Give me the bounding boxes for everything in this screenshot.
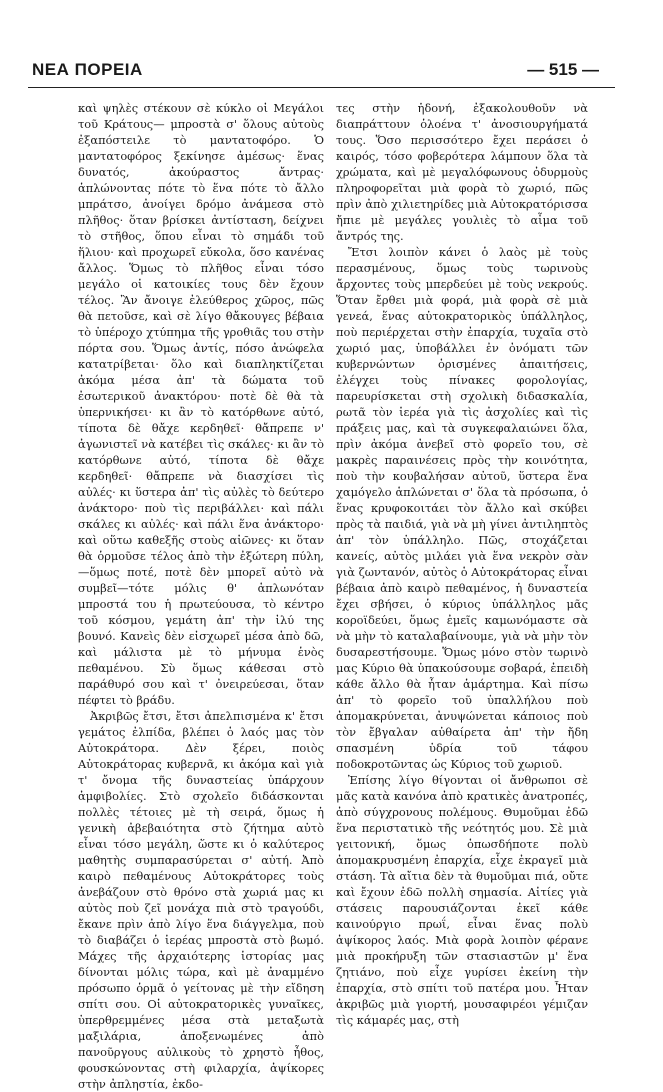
- right-column: [336, 100, 588, 1028]
- page-header: [0, 0, 663, 90]
- paragraph: τες στὴν ἡδονή, ἐξακολουθοῦν νὰ διαπράττουν ὁλοένα τ' ἀνοσιουργήματά τους. Ὅσο περισσότερο ἔχει περάσει ὁ καιρός, τόσο φοβερότερα λάμπουν ὅλα τὰ χρώματα, καὶ μὲ μεγαλόφωνους ὀδυρμοὺς πληροφορεῖται μιὰ φορὰ τὸ χωριό, πῶς πρὶν ἀπὸ χιλιετηρίδες μιὰ Αὐτοκρατόρισσα ἤπιε μὲ μεγάλες γουλιὲς τὸ αἷμα τοῦ ἄντρός της.: [336, 101, 588, 243]
- paragraph: Ἔτσι λοιπὸν κάνει ὁ λαὸς μὲ τοὺς περασμένους, ὅμως τοὺς τωρινοὺς ἄρχοντες τοὺς μπερδεύει μὲ τοὺς νεκρούς. Ὅταν ἔρθει μιὰ φορά, μιὰ φορὰ σὲ μιὰ γενεά, ἕνας αὐτοκρατορικὸς ὑπάλληλος, ποὺ περιέρχεται στὴν ἐπαρχία, τυχαῖα στὸ χωριό μας, ὑποβάλλει ἐν ὀνόματι τῶν κυβερνώντων ὁρισμένες ἀπαιτήσεις, ἐλέγχει τοὺς πίνακες φορολογίας, παρευρίσκεται στὴ σχολικὴ διδασκαλία, ρωτᾶ τὸν ἱερέα γιὰ τὶς ἀσχολίες καὶ τὶς πράξεις μας, καὶ τὰ συγκεφαλαιώνει ὅλα, πρὶν ἀκόμα ἀνεβεῖ στὸ φορεῖο του, σὲ μακρὲς παραινέσεις πρὸς τὴν κοινότητα, ποὺ τὴν κουβαλήσαν αὐτοῦ, ὕστερα ἕνα χαμόγελο ἁπλώνεται σ' ὅλα τὰ πρόσωπα, ὁ ἕνας κρυφοκοιτάει τὸν ἄλλο καὶ σκύβει πρὸς τὰ παιδιά, γιὰ νὰ μὴ γίνει ἀντιληπτὸς ἀπ' τὸν ὑπάλληλο. Πῶς, στοχάζεται κανείς, αὐτὸς μιλάει γιὰ ἕνα νεκρὸν σὰν γιὰ ζωντανόν, αὐτὸς ὁ Αὐτοκράτορας εἶναι βέβαια ἀπὸ καιρὸ πεθαμένος, ἡ δυναστεία ἔχει σβήσει, ὁ κύριος ὑπάλληλος μᾶς κοροϊδεύει, ὅμως ἐμεῖς καμωνόμαστε σὰ νὰ μὴν τὸ καταλαβαίνουμε, γιὰ νὰ μὴν τὸν δυσαρεστήσουμε. Ὅμως μόνο στὸν τωρινὸ μας Κύριο θὰ ὑπακούσουμε σοβαρά, ἐπειδὴ κάθε ἄλλο θὰ ἦταν ἁμάρτημα. Καὶ πίσω ἀπ' τὸ φορεῖο τοῦ ὑπαλλήλου ποὺ ἀπομακρύνεται, ἀνυψώνεται κάποιος ποὺ τὸν ἔβγαλαν αὐθαίρετα ἀπ' τὴν ἤδη σπασμένη ὑδρία τοῦ τάφου ποδοκροτῶντας ὡς Κύριος τοῦ χωριοῦ.: [336, 245, 588, 771]
- paragraph: Ἐπίσης λίγο θίγονται οἱ ἄνθρωποι σὲ μᾶς κατὰ κανόνα ἀπὸ κρατικὲς ἀνατροπές, ἀπὸ σύγχρονους πολέμους. Θυμοῦμαι ἐδῶ ἕνα περιστατικὸ τῆς νεότητός μου. Σὲ μιὰ γειτονική, ὅμως ὁπωσδήποτε πολὺ ἀπομακρυσμένη ἐπαρχία, εἶχε ἐκραγεῖ μιὰ στάση. Τὰ αἴτια δὲν τὰ θυμοῦμαι πιά, οὔτε καὶ ἔχουν ἐδῶ πολλὴ σημασία. Αἰτίες γιὰ στάσεις παρουσιάζονται ἐκεῖ κάθε καινούργιο πρωΐ, εἶναι ἕνας πολὺ ἀψίκορος λαός. Μιὰ φορὰ λοιπὸν φέρανε μιὰ προκήρυξη τῶν στασιαστῶν μ' ἕνα ζητιάνο, ποὺ εἶχε γυρίσει ἐκείνη τὴν ἐπαρχία, στὸ σπίτι τοῦ πατέρα μου. Ἦταν ἀκριβῶς μιὰ γιορτή, μουσαφιρέοι γέμιζαν τὶς κάμαρές μας, στὴ: [336, 773, 588, 1027]
- page-number: — 515 —: [527, 60, 599, 79]
- paragraph: καὶ ψηλὲς στέκουν σὲ κύκλο οἱ Μεγάλοι τοῦ Κράτους— μπροστὰ σ' ὅλους αὐτοὺς ἐξαπόστειλε τὸ μαντατοφόρο. Ὁ μαντατοφόρος ξεκίνησε ἀμέσως· ἕνας δυνατός, ἀκούραστος ἄντρας· ἁπλώνοντας πότε τὸ ἕνα πότε τὸ ἄλλο μπράτσο, ἀνοίγει δρόμο ἀνάμεσα στὸ πλῆθος· ὅταν βρίσκει ἀντίσταση, δείχνει τὸ στῆθος, ὅπου εἶναι τὸ σημάδι τοῦ ἥλιου· καὶ προχωρεῖ εὔκολα, ὅσο κανένας ἄλλος. Ὅμως τὸ πλῆθος εἶναι τόσο μεγάλο οἱ κατοικίες τους δὲν ἔχουν τέλος. Ἂν ἄνοιγε ἐλεύθερος χῶρος, πῶς θὰ πετοῦσε, καὶ σὲ λίγο θἄκουγες βέβαια τὸ ὑπέροχο χτύπημα τῆς γροθιᾶς του στὴν πόρτα σου. Ὅμως ἀντίς, πόσο ἀνώφελα κατατρίβεται· ὅλο καὶ διαπληκτίζεται ἀκόμα μέσα ἀπ' τὰ δώματα τοῦ ἐσωτερικοῦ ἀνακτόρου· ποτὲ δὲ θὰ τὰ ὑπερνικήσει· κι ἂν τὸ κατόρθωνε αὐτό, τίποτα δὲ θἄχε κερδηθεῖ· θἄπρεπε ν' ἀγωνιστεῖ νὰ κατέβει τὶς σκάλες· κι ἂν τὸ κατόρθωνε αὐτό, τίποτα δὲ θἄχε κερδηθεῖ· θἄπρεπε νὰ διασχίσει τὶς αὐλές· κι ὕστερα ἀπ' τὶς αὐλὲς τὸ δεύτερο ἀνάκτορο· ποὺ τὶς περιβάλλει· καὶ πάλι σκάλες κι αὐλές· καὶ πάλι ἕνα ἀνάκτορο· καὶ οὕτω καθεξῆς στοὺς αἰῶνες· κι ὅταν θὰ ὁρμοῦσε τέλος ἀπὸ τὴν ἐξώτερη πύλη, —ὅμως ποτέ, ποτὲ δὲν μπορεῖ αὐτὸ νὰ συμβεῖ—τότε μόλις θ' ἁπλωνόταν μπροστά του ἡ πρωτεύουσα, τὸ κέντρο τοῦ κόσμου, γεμάτη ἀπ' τὴν ἰλύ της βουνό. Κανεὶς δὲν εἰσχωρεῖ μέσα ἀπὸ δῶ, καὶ μάλιστα μὲ τὸ μήνυμα ἑνὸς πεθαμένου. Σὺ ὅμως κάθεσαι στὸ παράθυρό σου καὶ τ' ὀνειρεύεσαι, ὅταν πέφτει τὸ βράδυ.: [78, 101, 324, 707]
- left-column: [78, 100, 324, 1092]
- header-rule: [28, 87, 615, 88]
- journal-title: ΝΕΑ ΠΟΡΕΙΑ: [32, 60, 143, 79]
- paragraph: Ἀκριβῶς ἔτσι, ἔτσι ἀπελπισμένα κ' ἔτσι γεμάτος ἐλπίδα, βλέπει ὁ λαός μας τὸν Αὐτοκράτορα. Δὲν ξέρει, ποιὸς Αὐτοκράτορας κυβερνᾶ, κι ἀκόμα καὶ γιὰ τ' ὄνομα τῆς δυναστείας ὑπάρχουν ἀμφιβολίες. Στὸ σχολεῖο διδάσκονται πολλὲς τέτοιες μὲ τὴ σειρά, ὅμως ἡ γενικὴ ἀβεβαιότητα στὸ ζήτημα αὐτὸ εἶναι τόσο μεγάλη, ὥστε κι ὁ καλύτερος μαθητὴς συμπαρασύρεται σ' αὐτή. Ἀπὸ καιρὸ πεθαμένους Αὐτοκράτορες τοὺς ἀνεβάζουν στὸ θρόνο στὰ χωριά μας κι αὐτὸς ποὺ ζεῖ μονάχα πιὰ στὸ τραγούδι, ἔκανε πρὶν ἀπὸ λίγο ἕνα διάγγελμα, ποὺ τὸ διαβάζει ὁ ἱερέας μπροστὰ στὸ βωμό. Μάχες τῆς ἀρχαιότερης ἱστορίας μας δίνονται μόλις τώρα, καὶ μὲ ἀναμμένο πρόσωπο ὁρμᾶ ὁ γείτονας μὲ τὴν εἴδηση σπίτι σου. Οἱ αὐτοκρατορικὲς γυναῖκες, ὑπερθρεμμένες μέσα στὰ μεταξωτὰ μαξιλάρια, ἀποξενωμένες ἀπὸ πανοῦργους αὐλικοὺς τὸ χρηστὸ ἦθος, φουσκώνοντας στὴ φιλαρχία, ἀψίκορες στὴν ἀπληστία, ἐκδο-: [78, 709, 324, 1091]
